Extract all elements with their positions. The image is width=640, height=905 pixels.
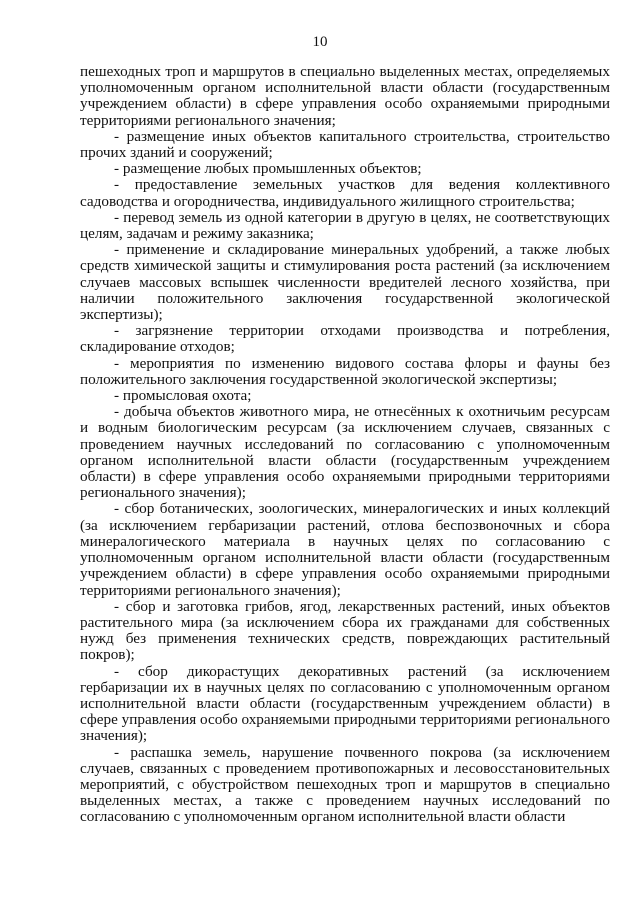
list-item: - размещение иных объектов капитального строительства, строительство прочих зданий и сооружений; <box>80 127 610 162</box>
list-item: - мероприятия по изменению видового состава флоры и фауны без положительного заключения государственной экологической экспертизы; <box>80 354 610 388</box>
list-item: - сбор ботанических, зоологических, минералогических и иных коллекций (за исключением гербаризации растений, отлова беспозвоночных и сбора минералогического материала в научных целях по согласованию с уполномоченным органом исполнительной власти области (государственным учреждением области) в сфере управления особо охраняемыми природными территориями регионального значения); <box>80 500 610 599</box>
list-item: - сбор и заготовка грибов, ягод, лекарственных растений, иных объектов растительного мира (за исключением сбора их гражданами для собственных нужд без применения технических средств, повреждающих растительный покров); <box>80 597 610 664</box>
list-item: - размещение любых промышленных объектов; <box>114 160 422 178</box>
list-item: - предоставление земельных участков для ведения коллективного садоводства и огородничества, индивидуального жилищного строительства; <box>80 176 610 210</box>
list-item: - применение и складирование минеральных удобрений, а также любых средств химической защиты и стимулирования роста растений (за исключением случаев массовых вспышек численности вредителей лесного хозяйства, при наличии положительного заключения государственной экологической экспертизы); <box>80 241 610 324</box>
document-body <box>80 64 610 826</box>
list-item: - сбор дикорастущих декоративных растений (за исключением гербаризации их в научных целях по согласованию с уполномоченным органом исполнительной власти области (государственным учреждением области) в сфере управления особо охраняемыми природными территориями регионального значения); <box>80 662 610 745</box>
list-item: - загрязнение территории отходами производства и потребления, складирование отходов; <box>80 322 610 356</box>
page-number: 10 <box>312 34 328 50</box>
list-item: - промысловая охота; <box>114 387 252 405</box>
list-item: - распашка земель, нарушение почвенного покрова (за исключением случаев, связанных с проведением противопожарных и лесовосстановительных мероприятий, с обустройством пешеходных троп и маршрутов в специально выделенных местах, а также с проведением научных исследований по согласованию с уполномоченным органом исполнительной власти области <box>80 743 610 826</box>
paragraph-continuation: пешеходных троп и маршрутов в специально выделенных местах, определяемых уполномоченным органом исполнительной власти области (государственным учреждением области) в сфере управления особо охраняемыми природными территориями регионального значения; <box>80 63 610 129</box>
list-item: - перевод земель из одной категории в другую в целях, не соответствующих целям, задачам и режиму заказника; <box>80 208 610 243</box>
list-item: - добыча объектов животного мира, не отнесённых к охотничьим ресурсам и водным биологическим ресурсам (за исключением случаев, связанных с проведением научных исследований по согласованию с уполномоченным органом исполнительной власти области (государственным учреждением области) в сфере управления особо охраняемыми природными территориями регионального значения); <box>80 403 610 502</box>
